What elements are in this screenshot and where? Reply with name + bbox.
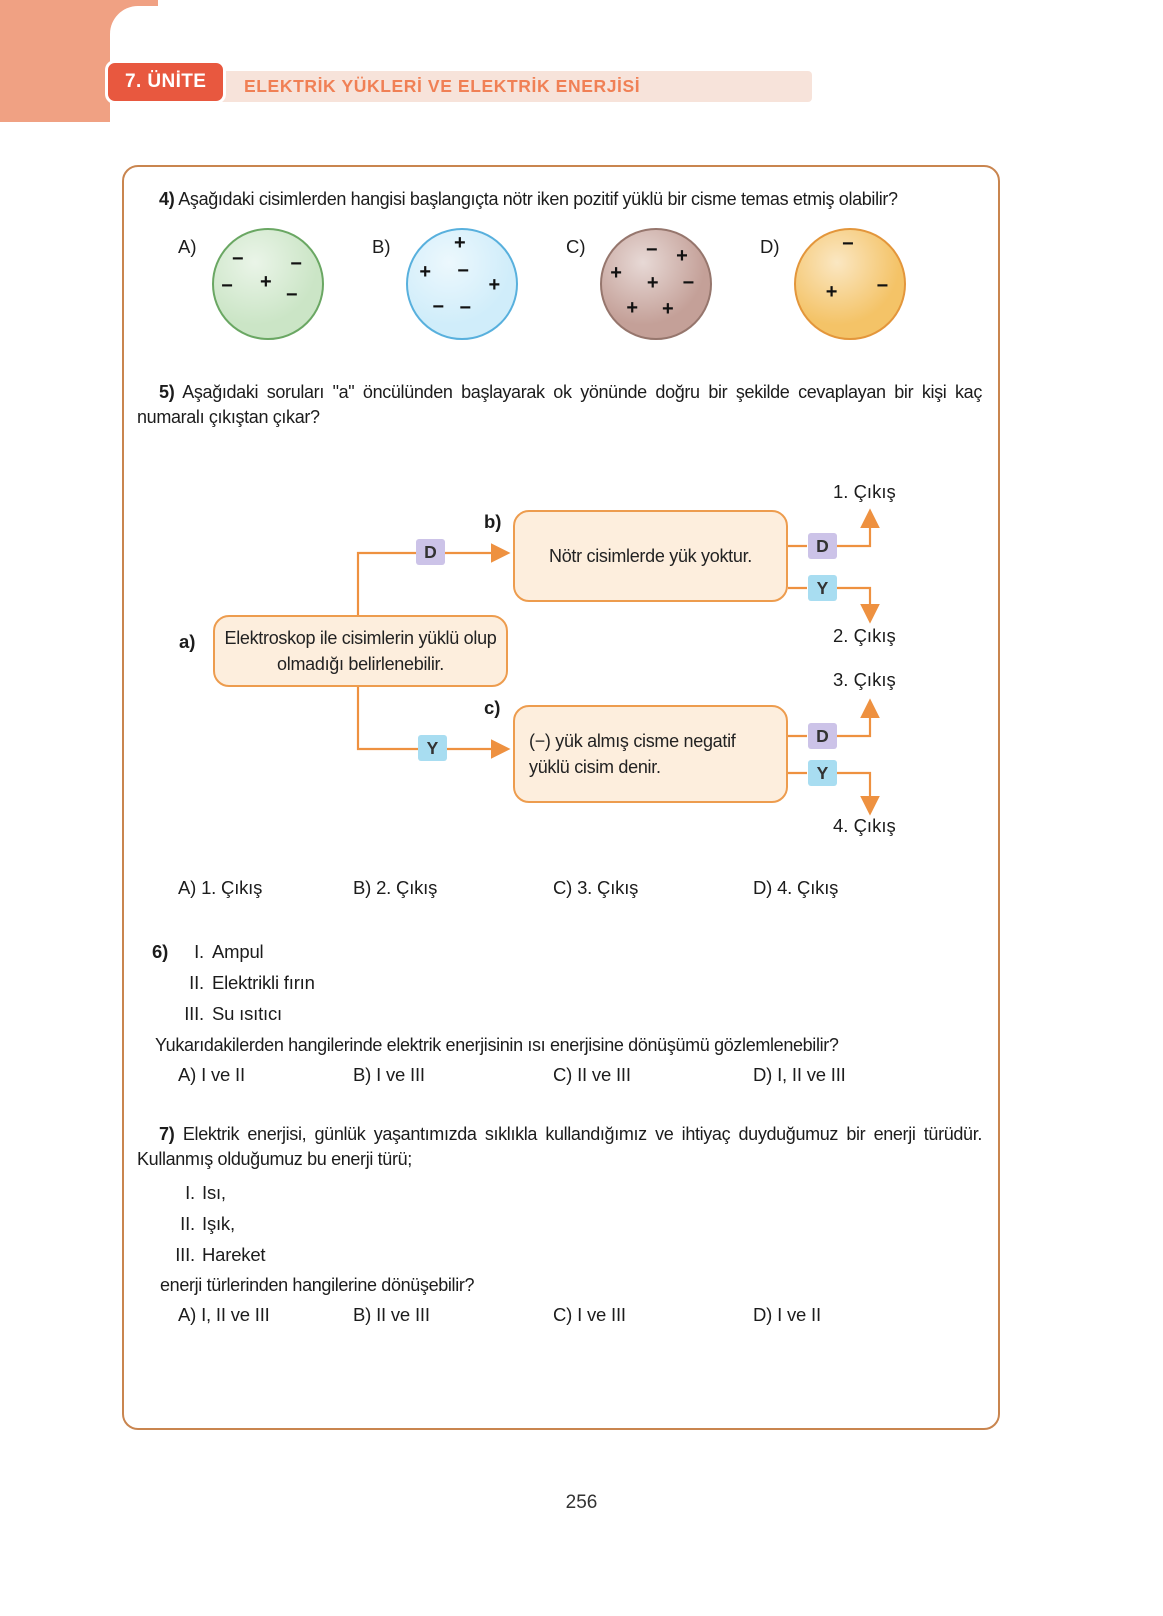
q4-options-row <box>178 228 982 340</box>
branch-label-b: b) <box>484 511 502 533</box>
option-text: I, II ve III <box>777 1064 846 1086</box>
item-text: Su ısıtıcı <box>212 1003 282 1025</box>
option-text: I ve II <box>777 1304 821 1326</box>
option-text: 2. Çıkış <box>376 877 438 899</box>
q6-question: Yukarıdakilerden hangilerinde elektrik enerjisinin ısı enerjisine dönüşümü gözlemlenebilir? <box>155 1035 839 1056</box>
q4-question <box>137 187 982 212</box>
option-text: I, II ve III <box>201 1304 270 1326</box>
answer-option <box>553 877 753 899</box>
charge-plus-icon: + <box>825 281 838 304</box>
decision-d-box-c: D <box>808 723 837 749</box>
option-text: I ve III <box>376 1064 425 1086</box>
option-text: I ve II <box>201 1064 245 1086</box>
option-label: C) <box>553 1064 573 1086</box>
option-label: B) <box>353 877 372 899</box>
option-label: A) <box>178 235 197 257</box>
charge-minus-icon: − <box>231 247 244 270</box>
charge-plus-icon: + <box>610 262 622 285</box>
charge-minus-icon: − <box>645 239 658 262</box>
charged-object-c <box>600 228 712 340</box>
header-panel <box>110 6 1163 122</box>
flow-box-a-text: Elektroskop ile cisimlerin yüklü olup olmadığı belirlenebilir. <box>224 628 497 675</box>
q6-item-1 <box>152 939 982 965</box>
answer-option <box>753 1304 982 1326</box>
q6-item-2 <box>152 970 982 996</box>
charge-minus-icon: − <box>221 274 233 297</box>
q4-option-d <box>760 228 906 340</box>
branch-label-c: c) <box>484 697 501 719</box>
option-label: C) <box>566 235 586 257</box>
exit-3-label: 3. Çıkış <box>833 669 896 691</box>
option-label: A) <box>178 1064 197 1086</box>
answer-option <box>553 1304 753 1326</box>
q7-number: 7) <box>159 1124 175 1145</box>
q7-items <box>137 1180 982 1268</box>
q6 <box>137 939 982 1086</box>
item-text: Isı, <box>202 1181 226 1203</box>
q6-item-3 <box>152 1001 982 1027</box>
q5-question <box>137 380 982 430</box>
q5-number: 5) <box>159 381 175 402</box>
flow-box-a <box>213 615 508 687</box>
q4-number: 4) <box>159 189 175 209</box>
option-text: 4. Çıkış <box>777 877 839 899</box>
exit-4-label: 4. Çıkış <box>833 815 896 837</box>
q4-text: Aşağıdaki cisimlerden hangisi başlangıçta nötr iken pozitif yüklü bir cisme temas etmiş olabilir? <box>178 189 898 209</box>
option-label: C) <box>553 877 573 899</box>
answer-option <box>178 1064 353 1086</box>
q7-question-intro <box>137 1122 982 1172</box>
decision-d-lead: D <box>416 539 445 565</box>
flow-box-c-text: (−) yük almış cisme negatif yüklü cisim denir. <box>529 731 736 778</box>
option-text: I ve III <box>577 1304 626 1326</box>
answer-option <box>553 1064 753 1086</box>
charge-minus-icon: − <box>459 296 472 319</box>
q7-item-1 <box>152 1180 982 1206</box>
option-label: D) <box>760 235 780 257</box>
charge-minus-icon: − <box>432 295 445 318</box>
option-label: D) <box>753 1064 773 1086</box>
decision-d-box-b: D <box>808 533 837 559</box>
option-text: II ve III <box>376 1304 430 1326</box>
q7-item-3 <box>152 1242 982 1268</box>
charge-plus-icon: + <box>419 260 432 283</box>
charge-minus-icon: − <box>682 271 695 294</box>
page-number: 256 <box>565 1492 598 1513</box>
charge-minus-icon: − <box>290 253 302 276</box>
flow-box-b <box>513 510 788 602</box>
option-text: 1. Çıkış <box>201 877 263 899</box>
q5-flowchart <box>148 473 938 845</box>
flow-box-b-text: Nötr cisimlerde yük yoktur. <box>549 546 752 567</box>
branch-label-a: a) <box>179 631 196 653</box>
charged-object-b <box>406 228 518 340</box>
q7-question: enerji türlerinden hangilerine dönüşebilir? <box>160 1275 475 1296</box>
q4-option-a <box>178 228 324 340</box>
answer-option <box>178 1304 353 1326</box>
roman-numeral: III. <box>175 1243 195 1265</box>
answer-option <box>753 1064 982 1086</box>
charge-minus-icon: − <box>841 232 854 255</box>
item-text: Hareket <box>202 1243 266 1265</box>
roman-numeral: II. <box>189 972 204 994</box>
q4-option-b <box>372 228 518 340</box>
q5-options <box>178 877 982 899</box>
q7-text: Elektrik enerjisi, günlük yaşantımızda sıklıkla kullandığımız ve ihtiyaç duyduğumuz bir enerji türüdür. Kullanmış olduğumuz bu enerji türü; <box>137 1124 982 1169</box>
option-label: A) <box>178 1304 197 1326</box>
item-text: Işık, <box>202 1212 235 1234</box>
option-text: 3. Çıkış <box>577 877 639 899</box>
exit-2-label: 2. Çıkış <box>833 625 896 647</box>
charge-plus-icon: + <box>259 270 272 293</box>
answer-option <box>353 1064 553 1086</box>
question-box <box>122 165 1000 1430</box>
q6-number: 6) <box>152 941 169 963</box>
option-label: B) <box>372 235 391 257</box>
option-label: D) <box>753 1304 773 1326</box>
q5-text: Aşağıdaki soruları "a" öncülünden başlayarak ok yönünde doğru bir şekilde cevaplayan bir kişi kaç numaralı çıkıştan çıkar? <box>137 381 982 427</box>
charge-minus-icon: − <box>457 259 469 282</box>
item-text: Ampul <box>212 941 264 963</box>
decision-y-lead: Y <box>418 735 447 761</box>
decision-y-box-c: Y <box>808 760 837 786</box>
option-label: A) <box>178 877 197 899</box>
charge-plus-icon: + <box>662 297 674 320</box>
q4-option-c <box>566 228 712 340</box>
q7-item-2 <box>152 1211 982 1237</box>
q7-options <box>178 1304 982 1326</box>
charge-minus-icon: − <box>285 283 298 306</box>
q6-options <box>178 1064 982 1086</box>
roman-numeral: I. <box>185 1181 195 1203</box>
option-label: B) <box>353 1064 372 1086</box>
item-text: Elektrikli fırın <box>212 972 315 994</box>
answer-option <box>753 877 982 899</box>
option-text: II ve III <box>577 1064 631 1086</box>
charged-object-a <box>212 228 324 340</box>
unit-title: ELEKTRİK YÜKLERİ VE ELEKTRİK ENERJİSİ <box>244 76 641 96</box>
charge-plus-icon: + <box>626 296 639 319</box>
roman-numeral: I. <box>194 941 204 963</box>
unit-badge: 7. ÜNİTE <box>105 60 226 104</box>
option-label: D) <box>753 877 773 899</box>
option-label: C) <box>553 1304 573 1326</box>
decision-y-box-b: Y <box>808 575 837 601</box>
option-label: B) <box>353 1304 372 1326</box>
answer-option <box>178 877 353 899</box>
roman-numeral: III. <box>184 1003 204 1025</box>
answer-option <box>353 1304 553 1326</box>
charge-plus-icon: + <box>488 273 501 296</box>
charge-plus-icon: + <box>453 231 466 254</box>
charge-plus-icon: + <box>676 244 688 267</box>
charge-plus-icon: + <box>646 271 659 294</box>
exit-1-label: 1. Çıkış <box>833 481 896 503</box>
answer-option <box>353 877 553 899</box>
charged-object-d <box>794 228 906 340</box>
roman-numeral: II. <box>180 1212 195 1234</box>
flow-box-c <box>513 705 788 803</box>
charge-minus-icon: − <box>876 274 889 297</box>
